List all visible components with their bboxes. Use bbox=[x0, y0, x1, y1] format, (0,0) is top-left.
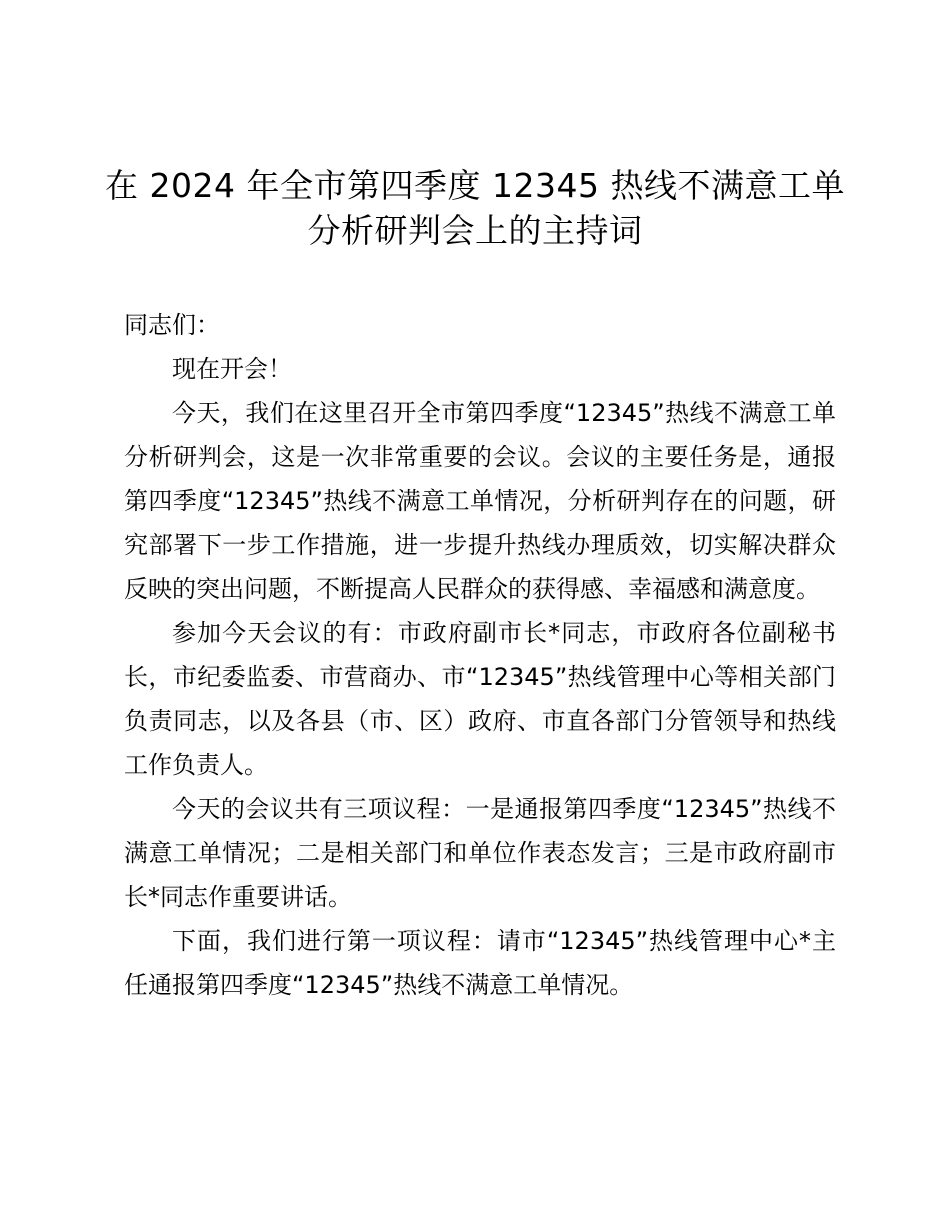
salutation: 同志们： bbox=[124, 311, 220, 339]
document-body bbox=[124, 303, 836, 1007]
paragraph-agenda: 今天的会议共有三项议程：一是通报第四季度“12345”热线不满意工单情况；二是相关部门和单位作表态发言；三是市政府副市长*同志作重要讲话。 bbox=[124, 795, 836, 911]
title-line-1: 在 2024 年全市第四季度 12345 热线不满意工单 bbox=[105, 166, 845, 205]
paragraph-first-item: 下面，我们进行第一项议程：请市“12345”热线管理中心*主任通报第四季度“12345”热线不满意工单情况。 bbox=[124, 927, 836, 999]
paragraph-purpose: 今天，我们在这里召开全市第四季度“12345”热线不满意工单分析研判会，这是一次非常重要的会议。会议的主要任务是，通报第四季度“12345”热线不满意工单情况，分析研判存在的问题，研究部署下一步工作措施，进一步提升热线办理质效，切实解决群众反映的突出问题，不断提高人民群众的获得感、幸福感和满意度。 bbox=[124, 399, 836, 603]
paragraph-opening: 现在开会！ bbox=[172, 355, 292, 383]
title-line-2: 分析研判会上的主持词 bbox=[307, 211, 643, 250]
paragraph-attendees: 参加今天会议的有：市政府副市长*同志，市政府各位副秘书长，市纪委监委、市营商办、市“12345”热线管理中心等相关部门负责同志，以及各县（市、区）政府、市直各部门分管领导和热线工作负责人。 bbox=[124, 619, 836, 779]
document-title bbox=[100, 163, 850, 253]
